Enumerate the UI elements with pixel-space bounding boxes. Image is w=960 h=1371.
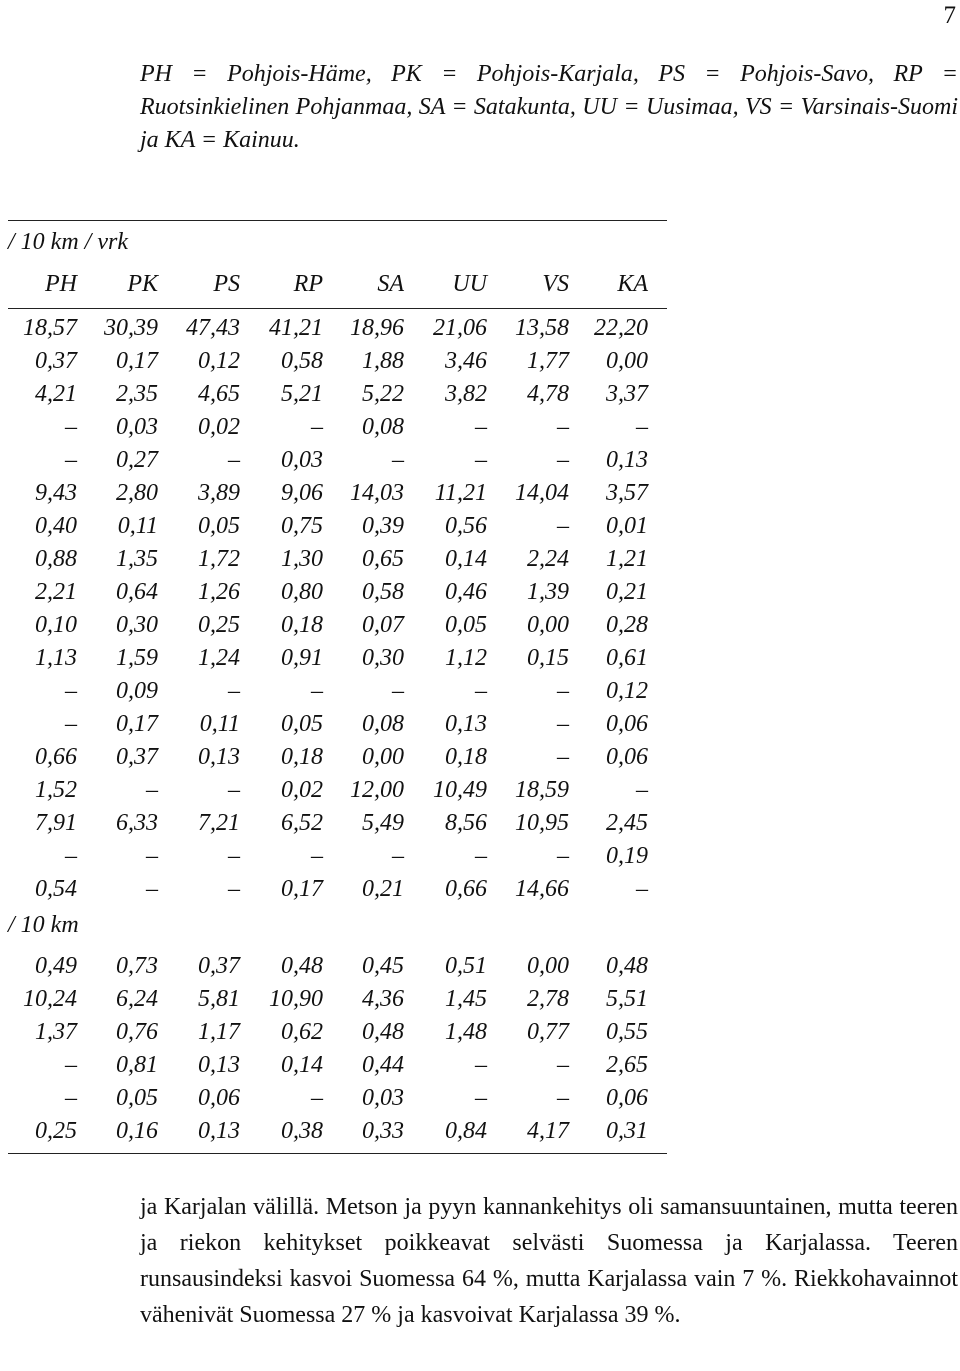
- table-cell: 0,81: [116, 1052, 158, 1078]
- table-cell: 0,49: [35, 953, 77, 979]
- table-cell: 0,80: [281, 579, 323, 605]
- table-cell: 0,10: [35, 612, 77, 638]
- table-cell: 0,18: [281, 612, 323, 638]
- table-cell: 0,27: [116, 447, 158, 473]
- table-cell: 0,05: [116, 1085, 158, 1111]
- table-cell: 0,25: [35, 1118, 77, 1144]
- table-cell: 0,40: [35, 513, 77, 539]
- table-cell: 3,37: [606, 381, 648, 407]
- table-cell: –: [557, 1085, 569, 1111]
- table-cell: –: [557, 414, 569, 440]
- table-cell: 18,96: [350, 315, 404, 341]
- table-cell: 0,45: [362, 953, 404, 979]
- table-cell: 0,17: [281, 876, 323, 902]
- table-cell: 14,66: [515, 876, 569, 902]
- table-cell: 1,48: [445, 1019, 487, 1045]
- table-cell: 7,21: [198, 810, 240, 836]
- table-cell: 0,75: [281, 513, 323, 539]
- table-cell: 0,01: [606, 513, 648, 539]
- table-cell: –: [228, 678, 240, 704]
- table-cell: 0,08: [362, 711, 404, 737]
- table-cell: 0,18: [445, 744, 487, 770]
- table-cell: –: [636, 876, 648, 902]
- table-cell: –: [557, 711, 569, 737]
- table-cell: 0,13: [198, 1118, 240, 1144]
- table-cell: 0,13: [445, 711, 487, 737]
- table-cell: 10,24: [23, 986, 77, 1012]
- table-cell: 0,09: [116, 678, 158, 704]
- table-cell: 0,03: [116, 414, 158, 440]
- table-cell: 14,03: [350, 480, 404, 506]
- table-cell: 0,30: [362, 645, 404, 671]
- table-cell: 13,58: [515, 315, 569, 341]
- table-cell: –: [636, 777, 648, 803]
- table-cell: 0,21: [606, 579, 648, 605]
- table-cell: –: [65, 711, 77, 737]
- table-cell: 10,95: [515, 810, 569, 836]
- table-cell: 5,51: [606, 986, 648, 1012]
- table-cell: 0,16: [116, 1118, 158, 1144]
- table-cell: 22,20: [594, 315, 648, 341]
- table-cell: 4,21: [35, 381, 77, 407]
- table-cell: –: [557, 678, 569, 704]
- header-bottom-rule: [8, 308, 667, 309]
- column-header-rp: RP: [293, 271, 323, 297]
- table-cell: –: [475, 1052, 487, 1078]
- table-cell: 9,06: [281, 480, 323, 506]
- table-cell: 1,26: [198, 579, 240, 605]
- table-cell: 0,00: [527, 612, 569, 638]
- table-cell: 1,45: [445, 986, 487, 1012]
- table-cell: 2,21: [35, 579, 77, 605]
- table-cell: 0,48: [281, 953, 323, 979]
- table-cell: 1,24: [198, 645, 240, 671]
- table-cell: 0,51: [445, 953, 487, 979]
- table-cell: –: [475, 1085, 487, 1111]
- table-cell: 0,08: [362, 414, 404, 440]
- table-cell: –: [228, 843, 240, 869]
- table-cell: 9,43: [35, 480, 77, 506]
- table-section-1: [8, 312, 667, 906]
- table-cell: –: [557, 744, 569, 770]
- table-cell: 2,24: [527, 546, 569, 572]
- section-label-per-10km-per-day: / 10 km / vrk: [8, 229, 128, 255]
- table-cell: 1,12: [445, 645, 487, 671]
- table-cell: –: [65, 843, 77, 869]
- table-cell: 0,06: [606, 744, 648, 770]
- table-cell: 0,19: [606, 843, 648, 869]
- table-cell: –: [557, 513, 569, 539]
- table-cell: 0,48: [606, 953, 648, 979]
- table-cell: 2,35: [116, 381, 158, 407]
- table-cell: 0,17: [116, 711, 158, 737]
- table-cell: 0,13: [198, 1052, 240, 1078]
- table-cell: 4,78: [527, 381, 569, 407]
- table-cell: –: [228, 876, 240, 902]
- table-cell: 0,77: [527, 1019, 569, 1045]
- table-cell: 0,06: [606, 711, 648, 737]
- section-label-per-10km: / 10 km: [8, 912, 79, 938]
- table-cell: 0,37: [116, 744, 158, 770]
- table-cell: 0,55: [606, 1019, 648, 1045]
- table-cell: 47,43: [186, 315, 240, 341]
- table-cell: 1,21: [606, 546, 648, 572]
- table-cell: 0,88: [35, 546, 77, 572]
- table-cell: 0,31: [606, 1118, 648, 1144]
- table-cell: 0,03: [362, 1085, 404, 1111]
- table-cell: 1,30: [281, 546, 323, 572]
- table-cell: 0,02: [281, 777, 323, 803]
- column-header-uu: UU: [452, 271, 487, 297]
- column-header-vs: VS: [542, 271, 569, 297]
- page-number: 7: [943, 2, 956, 29]
- table-cell: 0,37: [35, 348, 77, 374]
- column-header-sa: SA: [377, 271, 404, 297]
- table-cell: 0,91: [281, 645, 323, 671]
- table-cell: 0,12: [198, 348, 240, 374]
- table-cell: –: [65, 1085, 77, 1111]
- table-cell: 0,06: [198, 1085, 240, 1111]
- table-cell: 0,76: [116, 1019, 158, 1045]
- table-cell: 3,89: [198, 480, 240, 506]
- table-cell: 21,06: [433, 315, 487, 341]
- table-cell: 10,90: [269, 986, 323, 1012]
- table-cell: –: [65, 447, 77, 473]
- table-cell: 5,81: [198, 986, 240, 1012]
- table-cell: 0,21: [362, 876, 404, 902]
- table-cell: 0,28: [606, 612, 648, 638]
- table-cell: –: [475, 843, 487, 869]
- column-header-ps: PS: [213, 271, 240, 297]
- table-cell: 6,52: [281, 810, 323, 836]
- table-cell: 1,17: [198, 1019, 240, 1045]
- table-cell: 0,38: [281, 1118, 323, 1144]
- table-cell: 2,45: [606, 810, 648, 836]
- table-cell: 0,05: [198, 513, 240, 539]
- table-cell: 12,00: [350, 777, 404, 803]
- table-cell: –: [311, 843, 323, 869]
- table-cell: 0,11: [199, 711, 240, 737]
- table-cell: 0,15: [527, 645, 569, 671]
- table-cell: –: [65, 678, 77, 704]
- table-bottom-rule: [8, 1153, 667, 1154]
- table-cell: 18,59: [515, 777, 569, 803]
- table-cell: 3,57: [606, 480, 648, 506]
- table-cell: 1,52: [35, 777, 77, 803]
- table-cell: 0,13: [606, 447, 648, 473]
- table-cell: –: [392, 447, 404, 473]
- table-cell: 0,66: [35, 744, 77, 770]
- table-cell: 0,61: [606, 645, 648, 671]
- table-cell: 0,05: [281, 711, 323, 737]
- table-cell: 0,13: [198, 744, 240, 770]
- table-cell: 0,65: [362, 546, 404, 572]
- table-cell: 0,05: [445, 612, 487, 638]
- table-cell: –: [311, 678, 323, 704]
- table-cell: 0,30: [116, 612, 158, 638]
- table-cell: 2,78: [527, 986, 569, 1012]
- table-cell: 6,33: [116, 810, 158, 836]
- table-cell: –: [146, 843, 158, 869]
- table-cell: –: [475, 414, 487, 440]
- table-cell: 14,04: [515, 480, 569, 506]
- table-cell: 0,25: [198, 612, 240, 638]
- table-cell: 0,00: [362, 744, 404, 770]
- table-cell: 0,54: [35, 876, 77, 902]
- abbreviation-legend: PH = Pohjois-Häme, PK = Pohjois-Karjala, PS = Pohjois-Savo, RP = Ruotsinkielinen Pohjanmaa, SA = Satakunta, UU = Uusimaa, VS = Varsinais-Suomi ja KA = Kainuu.: [140, 61, 958, 153]
- table-cell: 11,21: [434, 480, 487, 506]
- table-cell: 0,14: [445, 546, 487, 572]
- table-cell: 8,56: [445, 810, 487, 836]
- table-cell: 1,59: [116, 645, 158, 671]
- table-cell: 0,03: [281, 447, 323, 473]
- table-cell: 0,44: [362, 1052, 404, 1078]
- table-cell: 0,39: [362, 513, 404, 539]
- table-cell: –: [557, 843, 569, 869]
- table-cell: 0,00: [527, 953, 569, 979]
- table-cell: 7,91: [35, 810, 77, 836]
- table-cell: 0,64: [116, 579, 158, 605]
- table-cell: –: [557, 1052, 569, 1078]
- table-cell: –: [475, 447, 487, 473]
- table-cell: –: [228, 447, 240, 473]
- table-cell: –: [228, 777, 240, 803]
- table-cell: 0,62: [281, 1019, 323, 1045]
- table-cell: 0,58: [362, 579, 404, 605]
- table-cell: 0,18: [281, 744, 323, 770]
- table-cell: –: [311, 1085, 323, 1111]
- table-cell: 0,14: [281, 1052, 323, 1078]
- table-cell: 0,73: [116, 953, 158, 979]
- table-cell: 41,21: [269, 315, 323, 341]
- table-cell: 1,39: [527, 579, 569, 605]
- table-cell: 2,80: [116, 480, 158, 506]
- table-cell: 0,84: [445, 1118, 487, 1144]
- table-cell: –: [557, 447, 569, 473]
- table-cell: 4,65: [198, 381, 240, 407]
- column-header-pk: PK: [127, 271, 158, 297]
- table-section-2: [8, 950, 667, 1148]
- table-cell: –: [392, 843, 404, 869]
- table-cell: 4,36: [362, 986, 404, 1012]
- table-cell: 0,48: [362, 1019, 404, 1045]
- column-header-ka: KA: [617, 271, 648, 297]
- table-cell: –: [146, 876, 158, 902]
- column-header-ph: PH: [45, 271, 77, 297]
- table-cell: 3,46: [445, 348, 487, 374]
- table-cell: 0,33: [362, 1118, 404, 1144]
- table-cell: –: [146, 777, 158, 803]
- table-cell: 30,39: [104, 315, 158, 341]
- table-cell: 5,22: [362, 381, 404, 407]
- table-cell: 0,17: [116, 348, 158, 374]
- table-cell: 0,56: [445, 513, 487, 539]
- table-header-row: [8, 268, 667, 301]
- table-cell: –: [636, 414, 648, 440]
- table-cell: 0,06: [606, 1085, 648, 1111]
- table-cell: 1,88: [362, 348, 404, 374]
- table-cell: 5,21: [281, 381, 323, 407]
- table-cell: 1,35: [116, 546, 158, 572]
- table-cell: 18,57: [23, 315, 77, 341]
- table-cell: –: [65, 414, 77, 440]
- table-cell: 1,37: [35, 1019, 77, 1045]
- table-cell: –: [475, 678, 487, 704]
- table-cell: 2,65: [606, 1052, 648, 1078]
- table-cell: 0,07: [362, 612, 404, 638]
- table-cell: 1,72: [198, 546, 240, 572]
- table-cell: 6,24: [116, 986, 158, 1012]
- table-cell: –: [392, 678, 404, 704]
- table-cell: 3,82: [445, 381, 487, 407]
- table-cell: 0,58: [281, 348, 323, 374]
- table-cell: –: [311, 414, 323, 440]
- table-cell: 4,17: [527, 1118, 569, 1144]
- table-cell: 0,46: [445, 579, 487, 605]
- table-cell: 0,00: [606, 348, 648, 374]
- table-cell: 1,13: [35, 645, 77, 671]
- table-cell: 0,66: [445, 876, 487, 902]
- table-top-rule: [8, 220, 667, 221]
- table-cell: 0,12: [606, 678, 648, 704]
- table-cell: 10,49: [433, 777, 487, 803]
- table-cell: –: [65, 1052, 77, 1078]
- table-cell: 0,02: [198, 414, 240, 440]
- table-cell: 0,37: [198, 953, 240, 979]
- table-cell: 0,11: [117, 513, 158, 539]
- table-cell: 1,77: [527, 348, 569, 374]
- body-paragraph: ja Karjalan välillä. Metson ja pyyn kannankehitys oli samansuuntainen, mutta teeren ja riekon kehitykset poikkeavat selvästi Suomessa ja Karjalassa. Teeren runsausindeksi kasvoi Suomessa 64 %, mutta Karjalassa vain 7 %. Riekkohavainnot vähenivät Suomessa 27 % ja kasvoivat Karjalassa 39 %.: [140, 1194, 958, 1328]
- table-cell: 5,49: [362, 810, 404, 836]
